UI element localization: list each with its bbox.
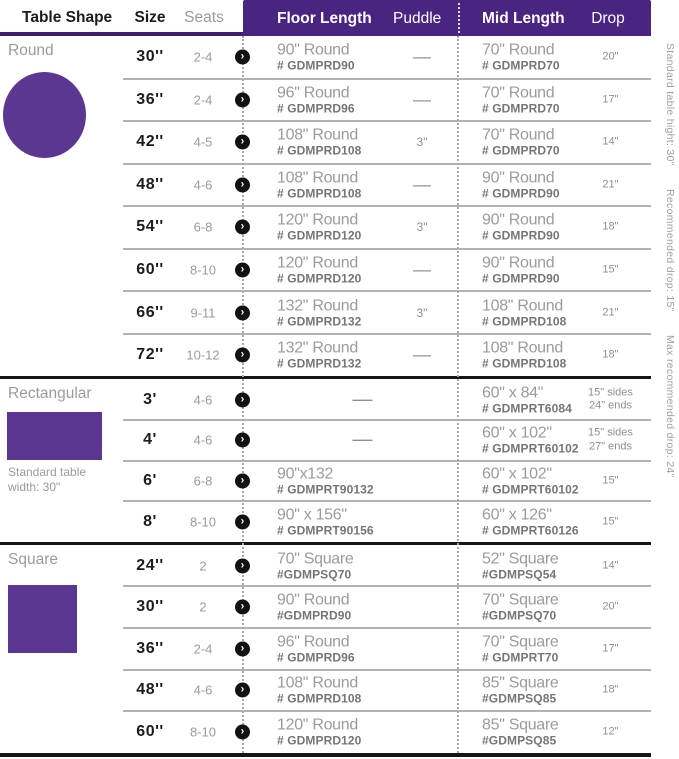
drop-line: 14" [602,558,619,571]
mid-length-value-text: 60" x 84" [482,384,544,402]
floor-length-value [277,675,427,706]
floor-length-value-text: 132" Round [277,339,358,357]
floor-length-value [277,506,427,537]
row-separator [123,500,651,502]
part-number: # GDMPRD70 [482,58,560,73]
seats-value: 2-4 [193,49,213,65]
seats-value: 4-6 [193,392,213,408]
drop-value [570,427,651,454]
floor-length-value-text: 108" Round [277,674,358,692]
part-number: # GDMPRT6084 [482,401,572,416]
row-separator [123,205,651,207]
chevron-right-icon: › [235,641,250,656]
seats-value: 4-6 [193,682,213,698]
size-value: 30'' [136,598,164,616]
rectangular-table-shape [7,412,102,460]
table-row [0,711,651,753]
part-number: # GDMPRD70 [482,101,560,116]
table-row [0,501,651,542]
side-note-recommended-drop: Recommended drop: 15" [664,188,676,312]
row-separator [123,669,651,671]
floor-length-value-text: 108" Round [277,126,358,144]
floor-length-value-text: 90" x 156" [277,506,347,524]
section-label-rectangular: Rectangular [8,385,92,403]
part-number: #GDMPSQ85 [482,691,557,706]
seats-value: 2 [199,599,207,615]
size-value: 4' [143,431,157,449]
seats-value: 6-8 [193,473,213,489]
header-left [0,0,243,32]
floor-length-value-text: 120" Round [277,211,358,229]
row-separator [123,419,651,421]
part-number: # GDMPRD108 [277,186,362,201]
chevron-right-icon: › [235,50,250,65]
round-table-shape [3,72,86,158]
chevron-right-icon: › [235,348,250,363]
size-value: 36'' [136,90,164,108]
mid-length-value-text: 60" x 126" [482,506,552,524]
drop-line: 12" [602,725,619,738]
puddle-value: 3" [416,305,428,320]
drop-line: 15" [602,514,619,527]
part-number: # GDMPRT60126 [482,523,579,538]
table-row [0,628,651,670]
drop-line: 24" ends [588,399,633,412]
mid-length-value-text: 85" Square [482,674,559,692]
seats-value: 6-8 [193,219,213,235]
mid-length-value-text: 60" x 102" [482,424,552,442]
seats-value: 9-11 [190,305,216,321]
chevron-right-icon: › [235,725,250,740]
header-dotted-divider [458,3,460,33]
section-round [0,36,651,376]
drop-line: 15" sides [588,386,633,399]
floor-length-value [277,633,427,664]
section-square [0,545,651,753]
chevron-right-icon: › [235,683,250,698]
drop-line: 21" [602,305,619,318]
part-number: #GDMPSQ85 [482,733,557,748]
floor-length-value-text: 96" Round [277,633,350,651]
part-number: # GDMPRD90 [482,186,560,201]
square-table-shape [8,585,77,653]
size-value: 48'' [136,175,164,193]
size-value: 60'' [136,723,164,741]
header-purple-bar [243,0,651,36]
seats-value: 4-5 [193,134,213,150]
puddle-value: 3" [416,135,428,150]
mid-length-value-text: 70" Square [482,591,559,609]
part-number: #GDMPSQ54 [482,567,557,582]
part-number: # GDMPRT60102 [482,482,579,497]
chevron-right-icon: › [235,92,250,107]
row-separator [123,120,651,122]
drop-value [570,221,651,235]
drop-line: 17" [602,642,619,655]
drop-line: 18" [602,220,619,233]
column-header-table-shape: Table Shape [22,9,113,26]
drop-line: 20" [602,600,619,613]
square-rows [0,545,651,753]
dotted-column-guide-right [457,36,459,753]
rectangular-table-note: Standard table width: 30" [8,465,87,494]
floor-length-value-text: 120" Round [277,254,358,272]
part-number: # GDMPRD108 [277,143,362,158]
part-number: # GDMPRD132 [277,356,362,371]
size-value: 42'' [136,133,164,151]
mid-length-value-text: 52" Square [482,550,559,568]
part-number: # GDMPRT90156 [277,523,374,538]
floor-length-value-text: 90" Round [277,41,350,59]
drop-value [570,348,651,362]
rectangular-rows [0,379,651,542]
floor-length-value-text: 120" Round [277,716,358,734]
puddle-value: — [413,46,431,67]
seats-value: 4-6 [193,432,213,448]
size-value: 30'' [136,48,164,66]
row-separator [123,248,651,250]
table-row [0,36,651,79]
size-value: 48'' [136,681,164,699]
size-value: 3' [143,390,157,408]
floor-length-value-text: 108" Round [277,169,358,187]
floor-length-value [277,717,427,748]
seats-value: 8-10 [189,724,217,740]
chevron-right-icon: › [235,135,250,150]
part-number: # GDMPRD96 [277,101,355,116]
drop-value [570,474,651,488]
puddle-value: 3" [416,220,428,235]
part-number: # GDMPRD70 [482,143,560,158]
floor-length-value-text: 96" Round [277,84,350,102]
bottom-bar [0,753,651,757]
drop-line: 21" [602,178,619,191]
mid-length-value-text: 90" Round [482,254,555,272]
section-label-square: Square [8,550,58,568]
table-row [0,545,651,587]
part-number: # GDMPRT90132 [277,482,374,497]
table-row [0,206,651,249]
drop-value [570,642,651,656]
drop-value [570,515,651,529]
size-value: 54'' [136,218,164,236]
table-row [0,291,651,334]
section-rectangular [0,379,651,542]
size-value: 8' [143,512,157,530]
part-number: #GDMPRD90 [277,608,352,623]
chevron-right-icon: › [235,514,250,529]
drop-value [570,136,651,150]
row-separator [123,163,651,165]
column-header-floor-length: Floor Length [277,10,372,27]
part-number: # GDMPRD90 [277,58,355,73]
drop-value [570,386,651,413]
mid-length-value-text: 90" Round [482,211,555,229]
chevron-right-icon: › [235,177,250,192]
column-header-seats: Seats [184,9,224,26]
row-separator [123,78,651,80]
part-number: #GDMPSQ70 [482,608,557,623]
chart-header [0,0,651,36]
drop-line: 15" [602,263,619,276]
mid-length-value-text: 85" Square [482,716,559,734]
part-number: # GDMPRD90 [482,228,560,243]
part-number: # GDMPRD108 [277,691,362,706]
mid-length-value-text: 70" Round [482,126,555,144]
chevron-right-icon: › [235,220,250,235]
part-number: # GDMPRD120 [277,271,362,286]
floor-length-value [277,465,427,496]
seats-value: 2-4 [193,92,213,108]
drop-value [570,178,651,192]
part-number: # GDMPRD132 [277,314,362,329]
table-row [0,79,651,122]
mid-length-value-text: 70" Round [482,41,555,59]
chevron-right-icon: › [235,305,250,320]
drop-value [570,93,651,107]
table-row [0,586,651,628]
round-rows [0,36,651,376]
table-row [0,249,651,292]
mid-length-value-text: 108" Round [482,339,563,357]
drop-line: 15" [602,474,619,487]
mid-length-value-text: 70" Round [482,84,555,102]
row-separator [123,460,651,462]
drop-line: 20" [602,50,619,63]
seats-value: 8-10 [189,262,217,278]
floor-length-dash: — [352,388,373,411]
drop-value [570,601,651,615]
row-separator [123,290,651,292]
seats-value: 10-12 [186,347,220,363]
drop-line: 18" [602,683,619,696]
seats-value: 2-4 [193,641,213,657]
mid-length-value-text: 70" Square [482,633,559,651]
table-row [0,334,651,377]
drop-value [570,263,651,277]
part-number: #GDMPSQ70 [277,567,352,582]
part-number: # GDMPRT70 [482,650,559,665]
chevron-right-icon: › [235,433,250,448]
puddle-value: — [413,89,431,110]
size-value: 60'' [136,261,164,278]
side-notes [654,43,676,753]
row-separator [123,585,651,587]
drop-value [570,51,651,65]
part-number: # GDMPRD96 [277,650,355,665]
part-number: # GDMPRD108 [482,314,567,329]
floor-length-value [277,592,427,623]
column-header-mid-length: Mid Length [482,10,565,27]
drop-line: 14" [602,135,619,148]
part-number: # GDMPRD120 [277,733,362,748]
floor-length-value [277,550,427,581]
seats-value: 2 [199,558,207,574]
puddle-value: — [413,344,431,365]
floor-length-value-text: 90" Round [277,591,350,609]
table-row [0,670,651,712]
table-row [0,121,651,164]
drop-value [570,559,651,573]
column-header-puddle: Puddle [393,10,442,27]
seats-value: 4-6 [193,177,213,193]
floor-length-dash: — [352,428,373,451]
section-label-round: Round [8,42,54,59]
row-separator [123,627,651,629]
part-number: # GDMPRT60102 [482,441,579,456]
size-value: 66'' [136,303,164,321]
column-header-drop: Drop [591,10,625,27]
floor-length-value-text: 90"x132 [277,465,334,483]
puddle-value: — [413,259,431,280]
drop-line: 15" sides [588,426,633,439]
chevron-right-icon: › [235,473,250,488]
part-number: # GDMPRD90 [482,271,560,286]
table-row [0,164,651,207]
puddle-value: — [413,174,431,195]
row-separator [123,333,651,335]
drop-line: 17" [602,93,619,106]
size-value: 6' [143,471,157,489]
floor-length-value-text: 132" Round [277,297,358,315]
side-note-max-drop: Max recommended drop: 24" [664,334,676,478]
row-separator [123,710,651,712]
drop-value [570,725,651,739]
part-number: # GDMPRD120 [277,228,362,243]
drop-line: 18" [602,348,619,361]
mid-length-value-text: 90" Round [482,169,555,187]
seats-value: 8-10 [189,514,217,530]
chevron-right-icon: › [235,600,250,615]
part-number: # GDMPRD108 [482,356,567,371]
size-value: 36'' [136,639,164,657]
drop-value [570,684,651,698]
side-note-table-height: Standard table hight: 30" [664,43,676,166]
chevron-right-icon: › [235,558,250,573]
drop-line: 27" ends [588,440,633,453]
drop-value [570,306,651,320]
mid-length-value-text: 108" Round [482,297,563,315]
mid-length-value-text: 60" x 102" [482,465,552,483]
chevron-right-icon: › [235,263,250,278]
column-header-size: Size [134,9,166,26]
chevron-right-icon: › [235,392,250,407]
floor-length-value-text: 70" Square [277,550,354,568]
size-value: 72'' [136,346,164,364]
size-value: 24'' [136,556,164,574]
